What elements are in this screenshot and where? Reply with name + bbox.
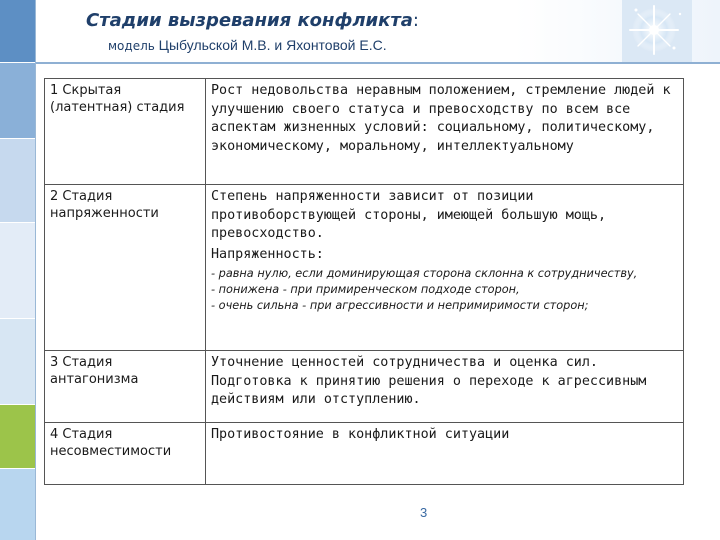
table-row [45,79,684,185]
stage-name: 2 Стадия напряженности [50,189,159,221]
page-number: 3 [420,505,428,520]
strip-block [0,318,36,404]
subtitle-authors: Цыбульской М.В. и Яхонтовой Е.С. [158,37,387,53]
stage-name: 3 Стадия антагонизма [50,355,139,387]
title-text: Стадии вызревания конфликта [86,10,413,31]
strip-block [0,138,36,222]
tension-note: - очень сильна - при агрессивности и непримиримости сторон; [211,299,589,312]
strip-block [0,222,36,318]
subtitle-prefix: модель [108,39,159,53]
stage-description: Уточнение ценностей сотрудничества и оценка сил. [211,355,598,370]
stage-description: Подготовка к принятию решения о переходе к агрессивным действиям или отступлению. [211,373,647,407]
stage-description-cell [206,79,684,185]
stage-description: Степень напряженности зависит от позиции противоборствующей стороны, имеющей большую мощь, превосходство. [211,189,607,241]
stage-description-cell [206,351,684,423]
stage-name: 1 Скрытая (латентная) стадия [50,83,185,115]
tension-note: - понижена - при примиренческом подходе сторон, [211,283,520,296]
header-divider [36,62,720,64]
stage-description: Противостояние в конфликтной ситуации [211,427,510,442]
strip-block [0,468,36,540]
table-row [45,351,684,423]
stage-name-cell [45,351,206,423]
sparkle-logo-icon [614,0,692,62]
tension-note: - равна нулю, если доминирующая сторона склонна к сотрудничеству, [211,267,638,280]
stage-name: 4 Стадия несовместимости [50,427,172,459]
left-decorative-strip [0,0,36,540]
stage-name-cell [45,423,206,485]
strip-block [0,62,36,138]
title-colon: : [412,10,419,31]
stage-description-cell [206,423,684,485]
strip-block [0,404,36,468]
conflict-stages-table [44,78,684,485]
stage-name-cell [45,185,206,351]
table-row [45,423,684,485]
page-title [86,10,419,31]
stage-name-cell [45,79,206,185]
stage-description: Напряженность: [211,246,324,262]
page-subtitle [108,37,387,54]
stage-description: Рост недовольства неравным положением, стремление людей к улучшению своего статуса и превосходству по всем все аспектам жизненных условий: социальному, политическому, экономическому, моральному, интеллектуальному [211,83,671,154]
strip-block [0,0,36,62]
table-row [45,185,684,351]
stage-description-cell [206,185,684,351]
